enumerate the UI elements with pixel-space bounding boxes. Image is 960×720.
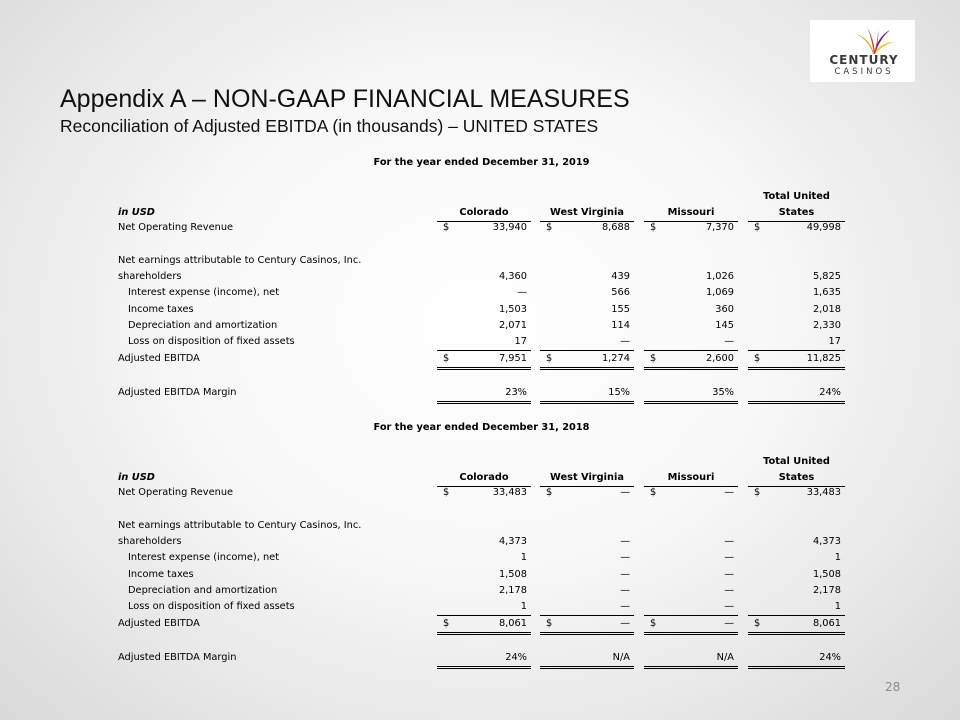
row-label: Net earnings attributable to Century Casinos, Inc. xyxy=(118,520,362,531)
value-total: 2,330 xyxy=(812,320,841,331)
value-missouri: — xyxy=(724,552,734,563)
value-missouri: — xyxy=(724,601,734,612)
value-west-virginia: 439 xyxy=(611,271,630,282)
row-label: Adjusted EBITDA xyxy=(118,353,200,364)
value-total: 1 xyxy=(834,552,841,563)
value-west-virginia: — xyxy=(620,618,630,629)
column-header-colorado: Colorado xyxy=(437,472,531,487)
value-missouri: 35% xyxy=(712,387,734,398)
value-colorado: 17 xyxy=(514,336,527,347)
value-total: 8,061 xyxy=(812,618,841,629)
row-label: Adjusted EBITDA Margin xyxy=(118,387,237,398)
table-row-depreciation xyxy=(118,585,845,599)
table-row-interest xyxy=(118,287,845,301)
value-total: 4,373 xyxy=(812,536,841,547)
value-colorado: 1 xyxy=(520,552,527,563)
value-west-virginia: 15% xyxy=(608,387,630,398)
table-row-taxes xyxy=(118,304,845,318)
table-row-revenue xyxy=(118,222,845,236)
value-west-virginia: N/A xyxy=(612,652,630,663)
column-header-missouri: Missouri xyxy=(644,472,738,487)
century-casinos-logo xyxy=(810,20,915,82)
currency-symbol: $ xyxy=(754,618,761,629)
value-west-virginia: 1,274 xyxy=(601,353,630,364)
table-row-margin xyxy=(118,652,845,666)
value-missouri: 2,600 xyxy=(705,353,734,364)
currency-symbol: $ xyxy=(443,618,450,629)
column-header-row xyxy=(118,207,845,221)
currency-symbol: $ xyxy=(650,618,657,629)
value-west-virginia: — xyxy=(620,487,630,498)
value-total: 2,178 xyxy=(812,585,841,596)
value-colorado: 24% xyxy=(505,652,527,663)
row-label: Loss on disposition of fixed assets xyxy=(128,336,295,347)
value-missouri: 1,026 xyxy=(705,271,734,282)
currency-symbol: $ xyxy=(546,222,553,233)
value-total: 33,483 xyxy=(806,487,841,498)
value-west-virginia: — xyxy=(620,585,630,596)
row-label: Loss on disposition of fixed assets xyxy=(128,601,295,612)
column-header-west-virginia: West Virginia xyxy=(540,472,634,487)
value-missouri: N/A xyxy=(716,652,734,663)
value-west-virginia: 8,688 xyxy=(601,222,630,233)
row-label: shareholders xyxy=(118,271,182,282)
row-label: Interest expense (income), net xyxy=(128,552,280,563)
currency-symbol: $ xyxy=(443,353,450,364)
currency-symbol: $ xyxy=(650,353,657,364)
value-west-virginia: 114 xyxy=(611,320,630,331)
row-label: Adjusted EBITDA xyxy=(118,618,200,629)
value-missouri: — xyxy=(724,569,734,580)
column-header-row xyxy=(118,472,845,486)
value-total: 11,825 xyxy=(806,353,841,364)
value-total: 1 xyxy=(834,601,841,612)
value-total: 1,508 xyxy=(812,569,841,580)
value-missouri: — xyxy=(724,536,734,547)
value-missouri: 7,370 xyxy=(705,222,734,233)
table-row-loss xyxy=(118,601,845,615)
value-missouri: — xyxy=(724,585,734,596)
value-total: 5,825 xyxy=(812,271,841,282)
row-label: shareholders xyxy=(118,536,182,547)
value-missouri: — xyxy=(724,487,734,498)
value-missouri: — xyxy=(724,336,734,347)
currency-symbol: $ xyxy=(546,353,553,364)
value-colorado: 23% xyxy=(505,387,527,398)
value-west-virginia: 566 xyxy=(611,287,630,298)
currency-symbol: $ xyxy=(546,487,553,498)
logo-subwordmark: CASINOS xyxy=(834,67,894,77)
value-colorado: 2,178 xyxy=(498,585,527,596)
table-row-earnings-line1 xyxy=(118,520,845,534)
period-header: For the year ended December 31, 2019 xyxy=(373,157,590,168)
table-row-taxes xyxy=(118,569,845,583)
currency-symbol: $ xyxy=(443,487,450,498)
row-label: Adjusted EBITDA Margin xyxy=(118,652,237,663)
table-row-earnings-line1 xyxy=(118,255,845,269)
value-missouri: 145 xyxy=(715,320,734,331)
value-west-virginia: — xyxy=(620,569,630,580)
currency-symbol: $ xyxy=(443,222,450,233)
value-west-virginia: — xyxy=(620,536,630,547)
currency-symbol: $ xyxy=(754,487,761,498)
value-colorado: 7,951 xyxy=(498,353,527,364)
value-total: 1,635 xyxy=(812,287,841,298)
column-header-missouri: Missouri xyxy=(644,207,738,222)
table-row-revenue xyxy=(118,487,845,501)
value-total: 24% xyxy=(819,652,841,663)
logo-wordmark: CENTURY xyxy=(829,53,899,67)
value-total: 24% xyxy=(819,387,841,398)
value-missouri: 360 xyxy=(715,304,734,315)
table-row-ebitda xyxy=(118,618,845,632)
value-total: 49,998 xyxy=(806,222,841,233)
page-subtitle: Reconciliation of Adjusted EBITDA (in thousands) – UNITED STATES xyxy=(60,116,599,136)
table-row-earnings xyxy=(118,536,845,550)
currency-symbol: $ xyxy=(650,487,657,498)
value-colorado: 1,503 xyxy=(498,304,527,315)
table-row-ebitda xyxy=(118,353,845,367)
row-label: Depreciation and amortization xyxy=(128,320,278,331)
page-number: 28 xyxy=(885,680,901,694)
table-row-earnings xyxy=(118,271,845,285)
value-colorado: 8,061 xyxy=(498,618,527,629)
unit-label: in USD xyxy=(118,472,155,483)
value-colorado: 33,483 xyxy=(492,487,527,498)
value-colorado: — xyxy=(517,287,527,298)
page-title: Appendix A – NON-GAAP FINANCIAL MEASURES xyxy=(60,85,630,113)
value-west-virginia: 155 xyxy=(611,304,630,315)
total-united-label: Total United xyxy=(763,456,830,467)
value-missouri: 1,069 xyxy=(705,287,734,298)
column-header-colorado: Colorado xyxy=(437,207,531,222)
value-colorado: 1,508 xyxy=(498,569,527,580)
value-west-virginia: — xyxy=(620,601,630,612)
currency-symbol: $ xyxy=(754,222,761,233)
row-label: Net Operating Revenue xyxy=(118,222,234,233)
currency-symbol: $ xyxy=(754,353,761,364)
starburst-icon xyxy=(854,26,894,56)
currency-symbol: $ xyxy=(546,618,553,629)
value-colorado: 4,373 xyxy=(498,536,527,547)
row-label: Net Operating Revenue xyxy=(118,487,234,498)
value-colorado: 2,071 xyxy=(498,320,527,331)
value-colorado: 1 xyxy=(520,601,527,612)
row-label: Income taxes xyxy=(128,569,194,580)
unit-label: in USD xyxy=(118,207,155,218)
value-total: 2,018 xyxy=(812,304,841,315)
row-label: Net earnings attributable to Century Casinos, Inc. xyxy=(118,255,362,266)
row-label: Income taxes xyxy=(128,304,194,315)
table-row-interest xyxy=(118,552,845,566)
column-header-total-united-states: States xyxy=(748,207,845,222)
column-header-total-united-states: States xyxy=(748,472,845,487)
value-colorado: 4,360 xyxy=(498,271,527,282)
total-united-label: Total United xyxy=(763,191,830,202)
value-west-virginia: — xyxy=(620,336,630,347)
value-west-virginia: — xyxy=(620,552,630,563)
table-row-depreciation xyxy=(118,320,845,334)
value-missouri: — xyxy=(724,618,734,629)
value-total: 17 xyxy=(828,336,841,347)
row-label: Interest expense (income), net xyxy=(128,287,280,298)
table-row-margin xyxy=(118,387,845,401)
value-colorado: 33,940 xyxy=(492,222,527,233)
column-header-west-virginia: West Virginia xyxy=(540,207,634,222)
currency-symbol: $ xyxy=(650,222,657,233)
period-header: For the year ended December 31, 2018 xyxy=(373,422,590,433)
table-row-loss xyxy=(118,336,845,350)
row-label: Depreciation and amortization xyxy=(128,585,278,596)
